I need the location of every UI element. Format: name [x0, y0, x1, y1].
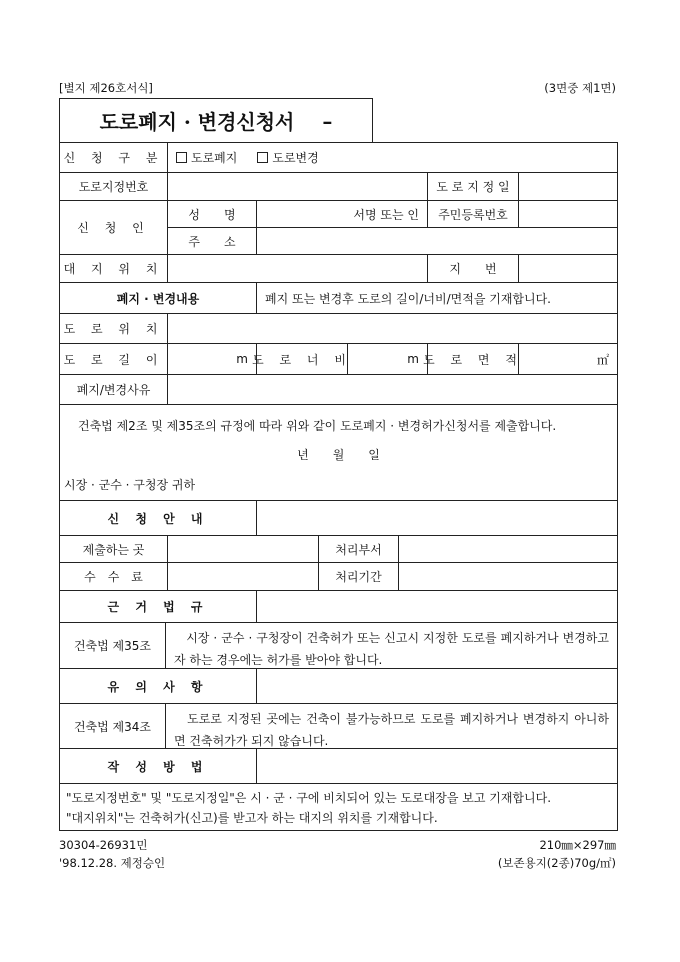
dept-field	[398, 535, 618, 563]
notice-title: 유 의 사 항	[59, 668, 257, 704]
footer-approval: '98.12.28. 제정승인	[59, 856, 166, 870]
footer-code: 30304-26931민	[59, 838, 148, 852]
title-mark: –	[322, 108, 333, 133]
method-blank	[256, 748, 618, 784]
notice-text: 도로로 지정된 곳에는 건축이 불가능하므로 도로를 폐지하거나 변경하지 아니하면 건축허가가 되지 않습니다.	[165, 703, 618, 749]
submit-place-field	[167, 535, 319, 563]
width-field[interactable]: m	[347, 343, 428, 375]
method-line-2: "대지위치"는 건축허가(신고)를 받고자 하는 대지의 위치를 기재합니다.	[66, 811, 438, 825]
area-field[interactable]: ㎡	[518, 343, 618, 375]
lot-field[interactable]	[518, 254, 618, 283]
page-info: (3면중 제1면)	[544, 81, 616, 95]
address-field[interactable]	[256, 227, 618, 255]
road-date-label: 도 로 지 정 일	[427, 172, 519, 201]
footer-paper: (보존용지(2종)70g/㎡)	[497, 856, 616, 870]
submit-place-label: 제출하는 곳	[59, 535, 168, 563]
fee-label: 수 수 료	[59, 562, 168, 591]
road-location-field[interactable]	[167, 313, 618, 344]
period-field	[398, 562, 618, 591]
road-date-field[interactable]	[518, 172, 618, 201]
notice-ref: 건축법 제34조	[59, 703, 166, 749]
address-label: 주 소	[167, 227, 257, 255]
road-no-label: 도로지정번호	[59, 172, 168, 201]
site-field[interactable]	[167, 254, 428, 283]
footer-size: 210㎜×297㎜	[539, 838, 616, 852]
form-title	[59, 98, 373, 143]
form-number: [별지 제26호서식]	[59, 81, 153, 95]
guide-title: 신 청 안 내	[59, 500, 257, 536]
app-type-label: 신 청 구 분	[59, 142, 168, 173]
declaration-date: 년 월 일	[297, 448, 380, 462]
law-blank	[256, 590, 618, 623]
method-line-1: "도로지정번호" 및 "도로지정일"은 시 · 군 · 구에 비치되어 있는 도로대장을 보고 기재합니다.	[66, 791, 552, 805]
site-label: 대 지 위 치	[59, 254, 168, 283]
content-label: 폐지 · 변경내용	[59, 282, 257, 314]
fee-field	[167, 562, 319, 591]
law-ref: 건축법 제35조	[59, 622, 166, 669]
law-text: 시장 · 군수 · 구청장이 건축허가 또는 신고시 지정한 도로를 폐지하거나 변경하고자 하는 경우에는 허가를 받아야 합니다.	[165, 622, 618, 669]
declaration-text: 건축법 제2조 및 제35조의 규정에 따라 위와 같이 도로폐지 · 변경허가신청서를 제출합니다.	[78, 419, 557, 433]
reason-field[interactable]	[167, 374, 618, 405]
app-type-options	[167, 142, 618, 173]
signature-field[interactable]: 서명 또는 인	[256, 200, 428, 228]
guide-blank	[256, 500, 618, 536]
content-desc: 폐지 또는 변경후 도로의 길이/너비/면적을 기재합니다.	[256, 282, 618, 314]
id-number-field[interactable]	[518, 200, 618, 228]
period-label: 처리기간	[318, 562, 399, 591]
law-title: 근 거 법 규	[59, 590, 257, 623]
length-field[interactable]: m	[167, 343, 257, 375]
dept-label: 처리부서	[318, 535, 399, 563]
road-no-field[interactable]	[167, 172, 428, 201]
title-text: 도로폐지 · 변경신청서	[99, 110, 295, 134]
notice-blank	[256, 668, 618, 704]
method-title: 작 성 방 법	[59, 748, 257, 784]
method-text	[59, 783, 618, 831]
applicant-label: 신 청 인	[59, 200, 168, 255]
checkbox-road-abolish[interactable]: 도로폐지	[176, 149, 237, 166]
width-label: 도 로 너 비	[256, 343, 348, 375]
reason-label: 폐지/변경사유	[59, 374, 168, 405]
declaration-recipient: 시장 · 군수 · 구청장 귀하	[64, 478, 196, 492]
road-location-label: 도 로 위 치	[59, 313, 168, 344]
lot-label: 지 번	[427, 254, 519, 283]
length-label: 도 로 길 이	[59, 343, 168, 375]
name-label: 성 명	[167, 200, 257, 228]
id-number-label: 주민등록번호	[427, 200, 519, 228]
area-label: 도 로 면 적	[427, 343, 519, 375]
checkbox-road-change[interactable]: 도로변경	[257, 149, 318, 166]
declaration	[59, 404, 618, 501]
